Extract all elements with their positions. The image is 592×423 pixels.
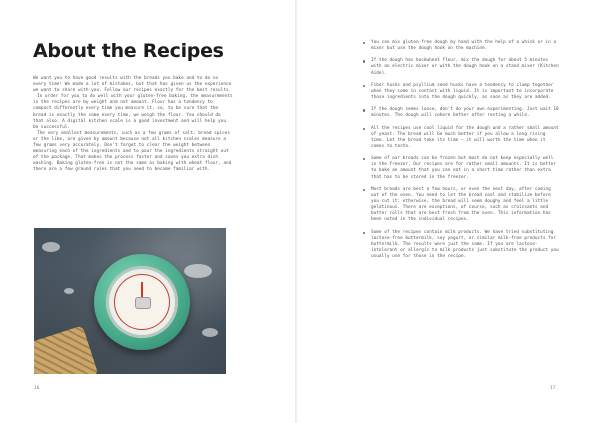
page-title: About the Recipes (33, 40, 224, 62)
tip-item: If the dough has buckwheat flour, mix the dough for about 5 minutes with an electric mixer or with the dough hook on a stand mixer (Kitchen Aide). (363, 58, 559, 76)
tip-item: Fiber husks and psyllium seed husks have a tendency to clump together when they come in contact with liquid. It is important to incorporate those ingredients into the dough quickly, as soon as they are added. (363, 83, 559, 101)
tip-item: If the dough seems loose, don't do your own experimenting. Just wait 10 minutes. The dough will cohere better after resting a while. (363, 107, 559, 119)
tip-item: You can mix gluten-free dough by hand with the help of a whisk or in a mixer but use the dough hook on the machine. (363, 40, 559, 52)
intro-paragraph-1: We want you to have good results with the breads you bake and to do so every time! We made a lot of mistakes, but that has given us the experience we want to share with you. Follow our recipes exactly for the best results. (33, 76, 232, 94)
tips-list (363, 40, 559, 266)
tip-item: Some of the recipes contain milk products. We have tried substituting lactose-free buttermilk, soy yogurt, or similar milk-free products for buttermilk. The results were just the same. If you are lactose-intolerant or allergic to milk products just substitute the product you usually use for those in the recipe. (363, 230, 559, 260)
page-number-left: 16 (34, 386, 40, 391)
bread-basket (34, 325, 98, 374)
page-number-right: 17 (550, 386, 556, 391)
intro-paragraph-2: In order for you to do well with your gluten-free baking, the measurements in the recipes are by weight and not amount. Flour has a tendency to compact differently every time you measure it, so, to be sure that the bread is exactly the same every time, we weigh the flour. You should do that also. A digital kitchen scale is a good investment and will help you be successful. (33, 94, 233, 130)
kitchen-timer-photo (34, 228, 226, 374)
page-gutter (295, 0, 297, 423)
tip-item: Some of our breads can be frozen but most do not keep especially well in the freezer. Our recipes are for rather small amounts. It is better to bake an amount that you can eat in a short time rather than extra that has to be stored in the freezer. (363, 156, 559, 180)
intro-paragraph-3: The very smallest measurements, such as a few grams of salt, bread spices or the like, are given by amount because not all kitchen scales measure a few grams very accurately. Don't forget to clear the weight between measuring each of the ingredients and to pour the ingredients straight out of the package. That makes the process faster and saves you extra dish washing. Baking gluten-free is not the same as baking with wheat flour, and there are a few ground rules that you need to become familiar with. (33, 130, 232, 173)
intro-text (33, 76, 233, 174)
tip-item: All the recipes use cool liquid for the dough and a rather small amount of yeast. The bread will be much better if you allow a long rising time. Let the bread take its time – it will worth the time when it comes to taste. (363, 126, 559, 150)
kitchen-timer (94, 254, 190, 350)
tip-item: Most breads are best a few hours, or even the next day, after coming out of the oven. You need to let the bread cool and stabilize before you cut it; otherwise, the bread will seem doughy and feel a little gelatinous. There are exceptions, of course, such as croissants and butter rolls that are best fresh from the oven. This information has been noted in the individual recipes. (363, 187, 559, 224)
